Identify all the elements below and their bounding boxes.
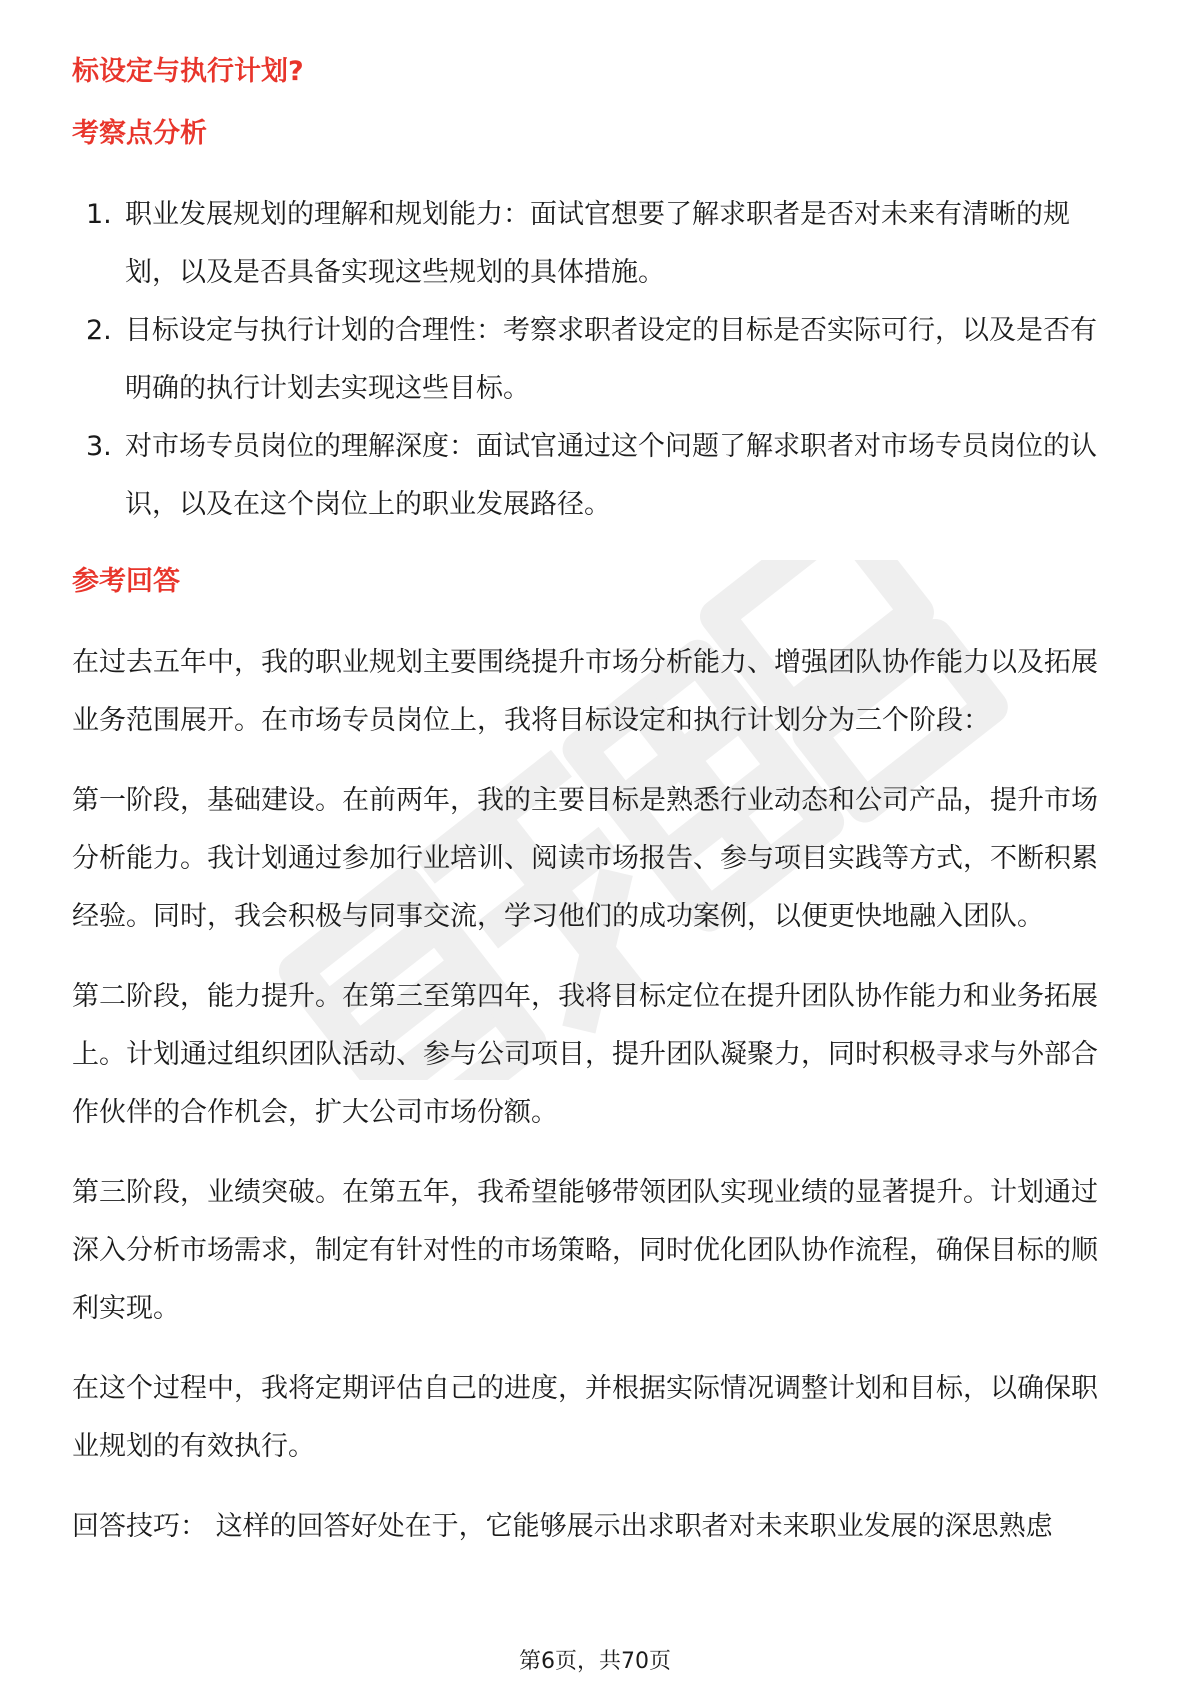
list-item (72, 302, 1122, 418)
list-number: 1. (86, 199, 112, 230)
list-item (72, 186, 1122, 302)
answer-tips: 回答技巧： 这样的回答好处在于，它能够展示出求职者对未来职业发展的深思熟虑 (72, 1511, 1053, 1542)
question-title: 标设定与执行计划? (72, 56, 304, 87)
list-number: 3. (86, 431, 112, 462)
list-item (72, 418, 1122, 534)
list-item-text: 职业发展规划的理解和规划能力：面试官想要了解求职者是否对未来有清晰的规划，以及是否具备实现这些规划的具体措施。 (125, 199, 1070, 288)
list-item-text: 对市场专员岗位的理解深度：面试官通过这个问题了解求职者对市场专员岗位的认识，以及在这个岗位上的职业发展路径。 (125, 431, 1097, 520)
analysis-list (72, 186, 1122, 534)
document-content (72, 54, 1122, 1578)
answer-paragraph: 第二阶段，能力提升。在第三至第四年，我将目标定位在提升团队协作能力和业务拓展上。计划通过组织团队活动、参与公司项目，提升团队凝聚力，同时积极寻求与外部合作伙伴的合作机会，扩大公司市场份额。 (72, 981, 1098, 1128)
answer-paragraph: 第三阶段，业绩突破。在第五年，我希望能够带领团队实现业绩的显著提升。计划通过深入分析市场需求，制定有针对性的市场策略，同时优化团队协作流程，确保目标的顺利实现。 (72, 1177, 1098, 1324)
page-number: 第6页，共70页 (519, 1649, 671, 1674)
reference-heading: 参考回答 (72, 566, 180, 597)
analysis-heading: 考察点分析 (72, 118, 207, 149)
answer-paragraph: 在过去五年中，我的职业规划主要围绕提升市场分析能力、增强团队协作能力以及拓展业务范围展开。在市场专员岗位上，我将目标设定和执行计划分为三个阶段： (72, 647, 1098, 736)
list-number: 2. (86, 315, 112, 346)
answer-paragraph: 第一阶段，基础建设。在前两年，我的主要目标是熟悉行业动态和公司产品，提升市场分析能力。我计划通过参加行业培训、阅读市场报告、参与项目实践等方式，不断积累经验。同时，我会积极与同事交流，学习他们的成功案例，以便更快地融入团队。 (72, 785, 1098, 932)
answer-paragraph: 在这个过程中，我将定期评估自己的进度，并根据实际情况调整计划和目标，以确保职业规划的有效执行。 (72, 1373, 1098, 1462)
list-item-text: 目标设定与执行计划的合理性：考察求职者设定的目标是否实际可行，以及是否有明确的执行计划去实现这些目标。 (125, 315, 1097, 404)
